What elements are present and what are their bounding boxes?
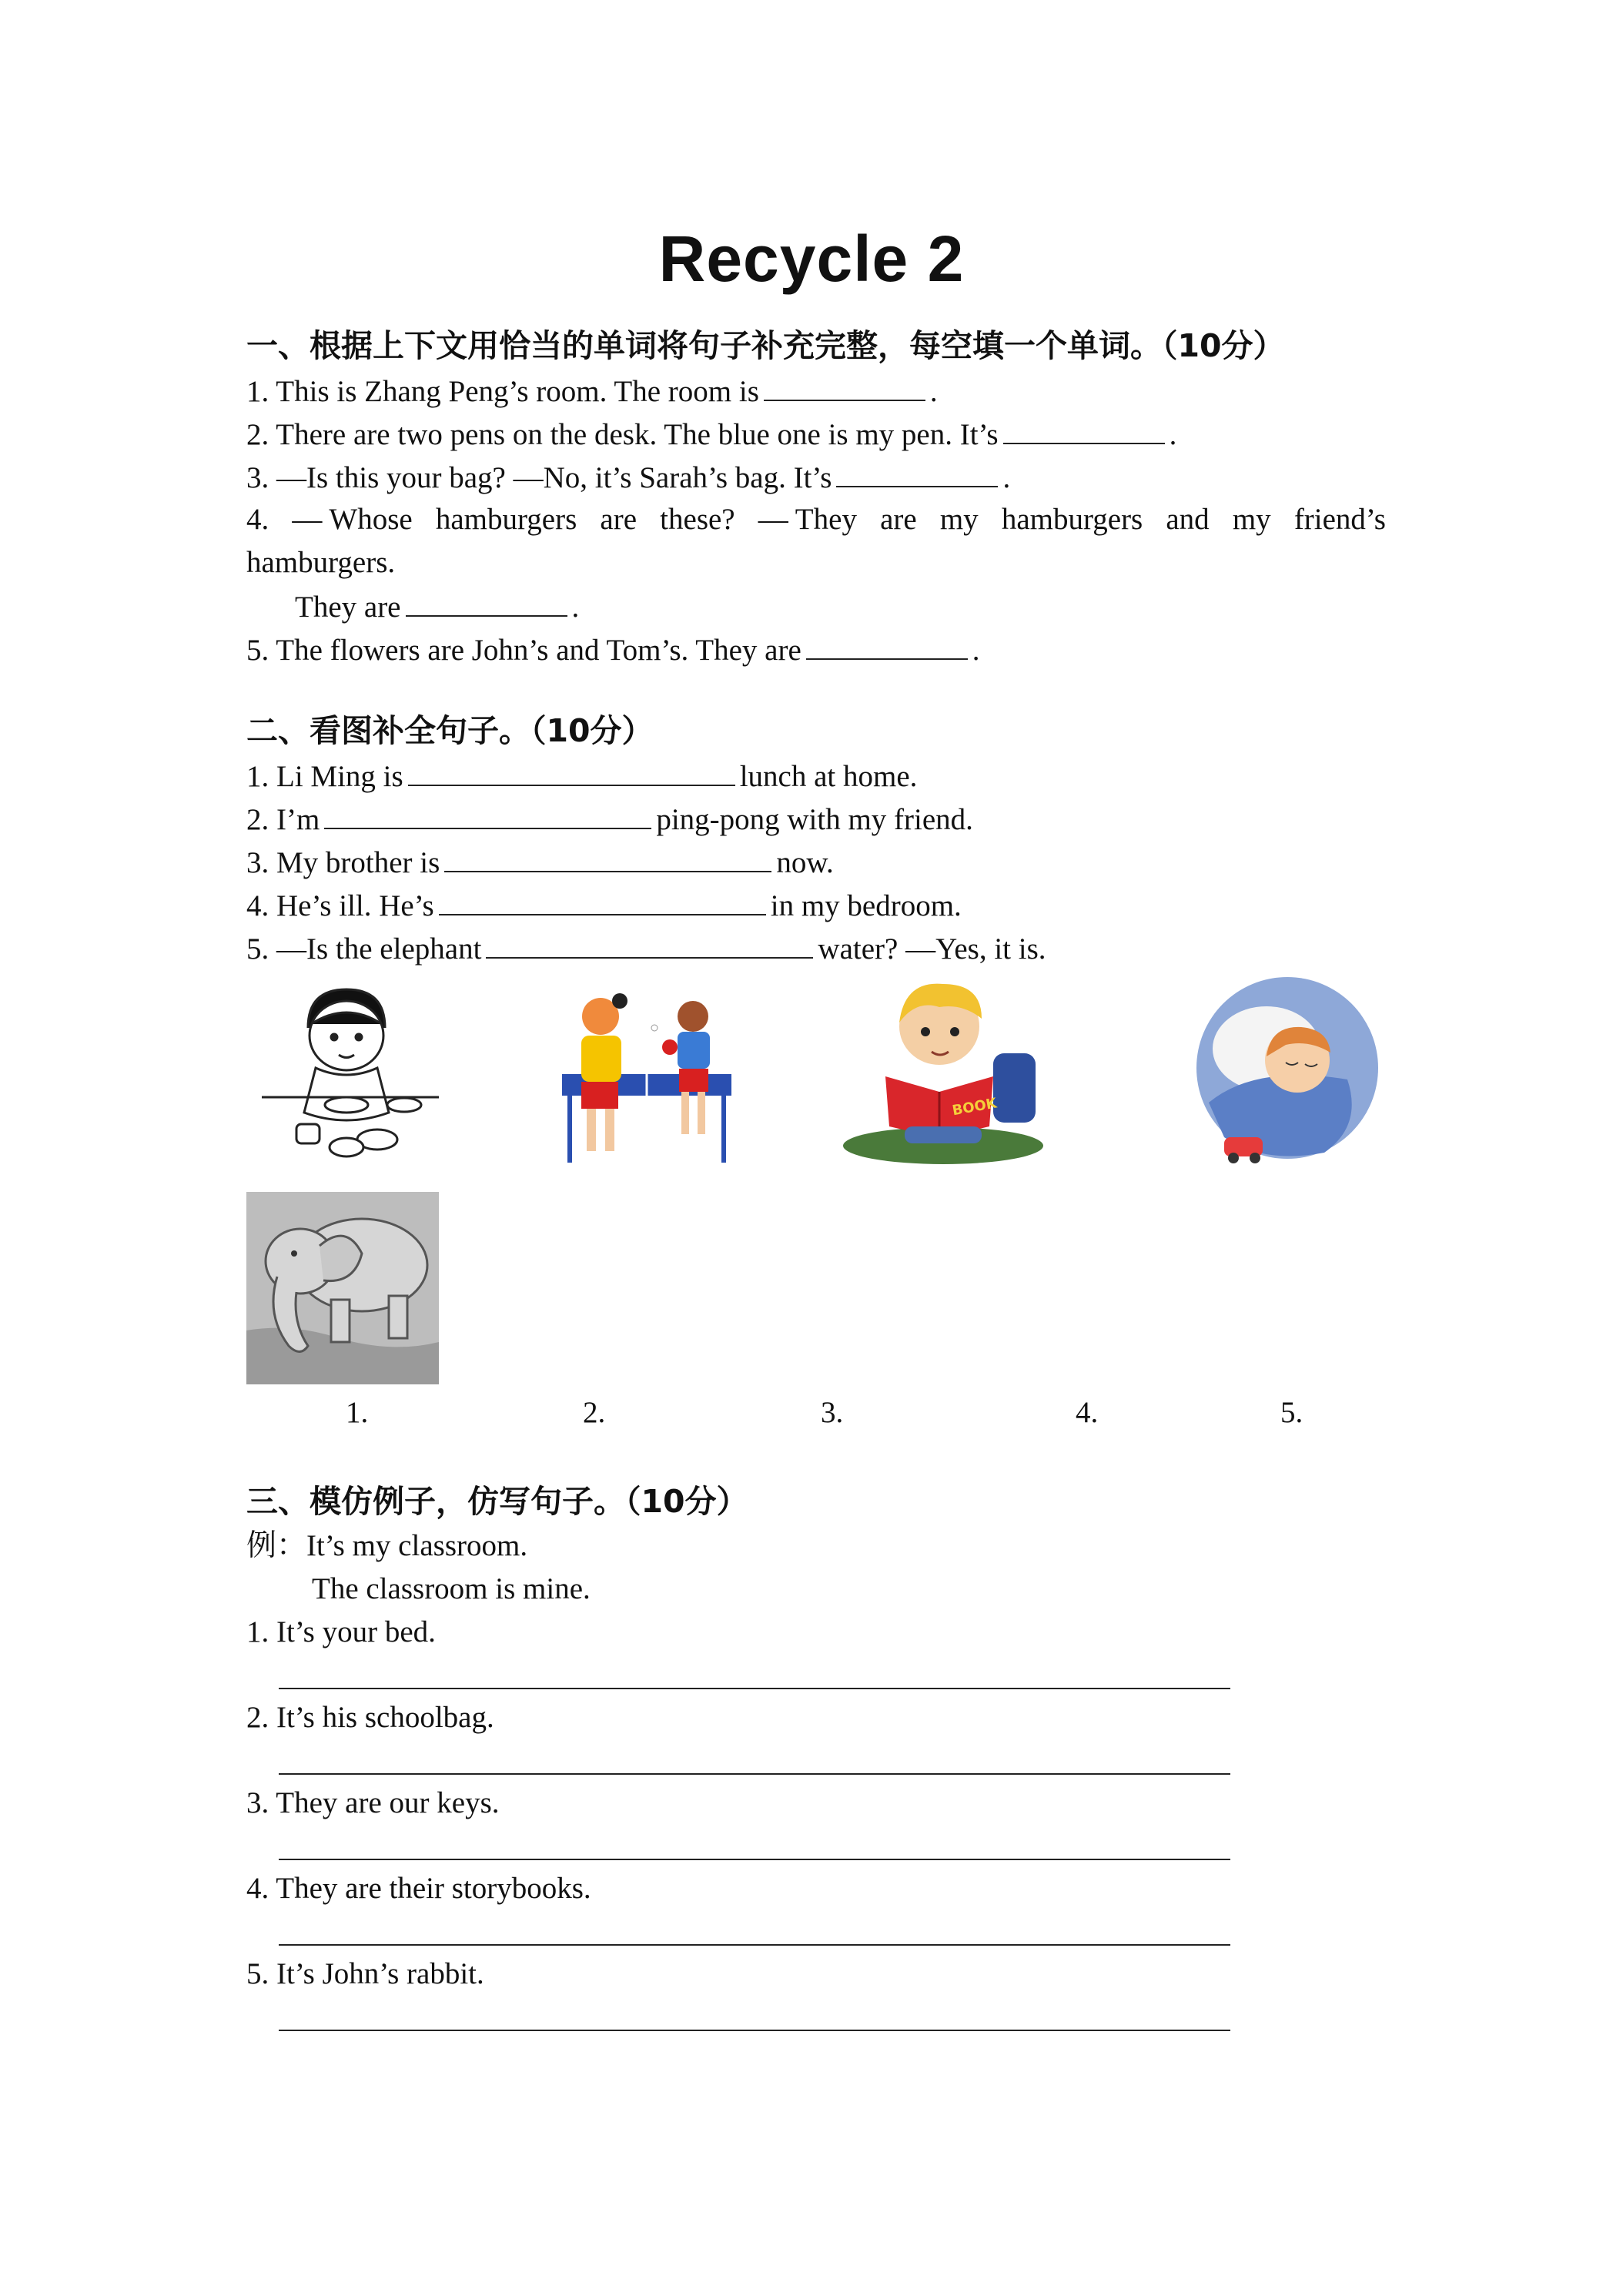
- s2-question-2: 2. I’m ping-pong with my friend.: [246, 800, 973, 838]
- section3-heading: 三、模仿例子，仿写句子。（10分）: [246, 1483, 748, 1520]
- s1-q2-text: 2. There are two pens on the desk. The blue one is my pen. It’s: [246, 418, 999, 451]
- s1-q3-blank[interactable]: [836, 458, 998, 487]
- s1-q5-blank[interactable]: [806, 631, 968, 660]
- s3-answer-line-5[interactable]: [279, 2030, 1230, 2031]
- s2-q2-blank[interactable]: [324, 800, 651, 829]
- s1-q4-answer-line: They are .: [295, 587, 579, 626]
- s3-item-5: 5. It’s John’s rabbit.: [246, 1957, 484, 1990]
- s1-question-5: 5. The flowers are John’s and Tom’s. They are .: [246, 631, 980, 669]
- book-label: BOOK: [951, 1095, 999, 1120]
- s2-q1-blank[interactable]: [408, 757, 735, 786]
- picture-number-4: 4.: [1076, 1396, 1099, 1429]
- s1-q3-text: 3. —Is this your bag? —No, it’s Sarah’s bag. It’s: [246, 461, 832, 494]
- s3-answer-line-4[interactable]: [279, 1944, 1230, 1946]
- picture-boy-reading: [839, 976, 1047, 1169]
- s2-question-4: 4. He’s ill. He’s in my bedroom.: [246, 886, 962, 925]
- s3-item-2: 2. It’s his schoolbag.: [246, 1701, 494, 1734]
- s3-item-3: 3. They are our keys.: [246, 1786, 500, 1819]
- picture-boy-eating-lunch: [254, 982, 447, 1166]
- s3-example-line-2: The classroom is mine.: [312, 1572, 591, 1605]
- s1-question-2: 2. There are two pens on the desk. The blue one is my pen. It’s .: [246, 415, 1176, 454]
- s3-example-line-1: 例：It’s my classroom.: [246, 1529, 528, 1562]
- s2-question-3: 3. My brother is now.: [246, 843, 834, 882]
- example-label: 例：: [246, 1529, 307, 1562]
- s1-question-4: 4. — Whose hamburgers are these? — They are my hamburgers and my friend’s: [246, 503, 1386, 536]
- s2-question-1: 1. Li Ming is lunch at home.: [246, 757, 917, 795]
- s2-q5-blank[interactable]: [486, 929, 813, 959]
- s2-q3-blank[interactable]: [444, 843, 771, 872]
- s1-q4-blank[interactable]: [406, 587, 567, 617]
- s1-question-3: 3. —Is this your bag? —No, it’s Sarah’s bag. It’s .: [246, 458, 1010, 497]
- s3-answer-line-3[interactable]: [279, 1859, 1230, 1860]
- picture-playing-ping-pong: [547, 982, 747, 1166]
- s3-answer-line-2[interactable]: [279, 1773, 1230, 1775]
- section1-heading: 一、根据上下文用恰当的单词将句子补充完整，每空填一个单词。（10分）: [246, 327, 1285, 364]
- picture-number-2: 2.: [583, 1396, 606, 1429]
- s1-q5-text: 5. The flowers are John’s and Tom’s. They are: [246, 634, 801, 667]
- s1-q1-blank[interactable]: [764, 372, 925, 401]
- s1-q2-blank[interactable]: [1003, 415, 1165, 444]
- page-title: Recycle 2: [658, 223, 965, 295]
- picture-number-1: 1.: [346, 1396, 369, 1429]
- section2-heading: 二、看图补全句子。（10分）: [246, 712, 654, 749]
- s1-q4-continued: hamburgers.: [246, 546, 396, 579]
- picture-number-5: 5.: [1280, 1396, 1303, 1429]
- s3-answer-line-1[interactable]: [279, 1688, 1230, 1689]
- s2-question-5: 5. —Is the elephant water? —Yes, it is.: [246, 929, 1046, 968]
- picture-elephant-drinking-water: [246, 1192, 439, 1384]
- s3-item-4: 4. They are their storybooks.: [246, 1872, 591, 1905]
- s3-item-1: 1. It’s your bed.: [246, 1615, 436, 1648]
- s2-q4-blank[interactable]: [439, 886, 766, 915]
- s1-q1-text: 1. This is Zhang Peng’s room. The room is: [246, 375, 759, 408]
- picture-number-3: 3.: [821, 1396, 844, 1429]
- picture-sick-boy-in-bed: [1193, 972, 1382, 1172]
- s1-question-1: 1. This is Zhang Peng’s room. The room is .: [246, 372, 938, 410]
